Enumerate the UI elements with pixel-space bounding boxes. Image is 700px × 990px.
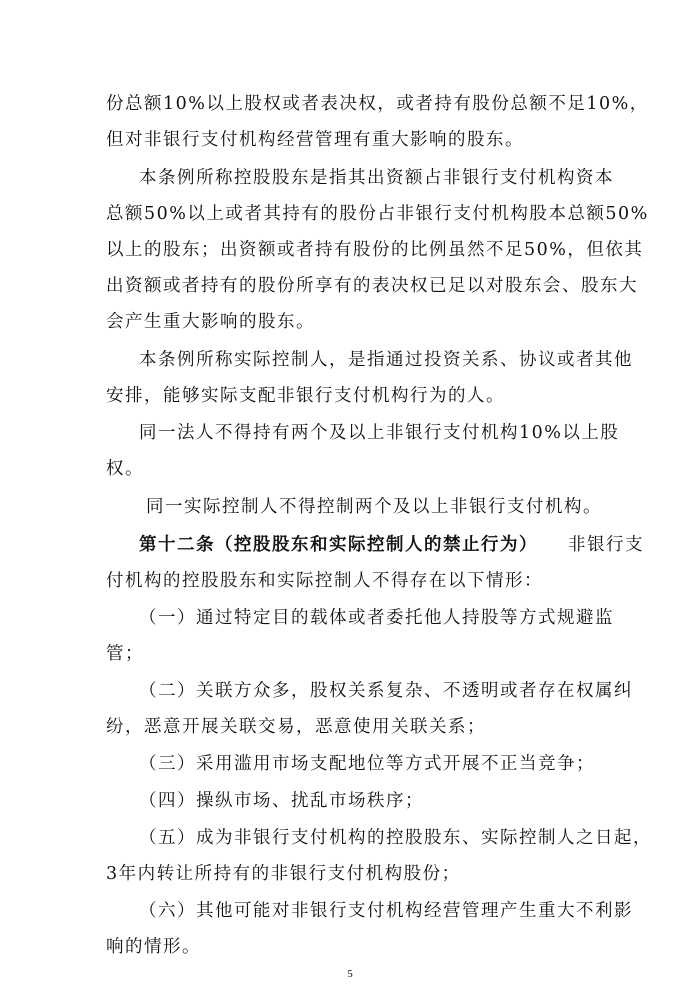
text-line: （五）成为非银行支付机构的控股股东、实际控制人之日起， (139, 828, 652, 848)
text-line: 非银行支 (568, 535, 644, 555)
text-line: 权。 (106, 459, 144, 479)
text-line: （三）采用滥用市场支配地位等方式开展不正当竞争； (139, 754, 595, 774)
text-line: 响的情形。 (106, 937, 201, 957)
article-heading-line (139, 527, 644, 563)
text-line: 会产生重大影响的股东。 (106, 312, 315, 332)
text-line: 出资额或者持有的股份所享有的表决权已足以对股东会、股东大 (106, 276, 638, 296)
text-line: 3年内转让所持有的非银行支付机构股份； (106, 864, 461, 884)
text-line: 总额50%以上或者其持有的股份占非银行支付机构股本总额50% (106, 204, 649, 224)
text-line: 同一实际控制人不得控制两个及以上非银行支付机构。 (146, 497, 602, 517)
text-line: 但对非银行支付机构经营管理有重大影响的股东。 (106, 130, 524, 150)
text-line: 纷，恶意开展关联交易，恶意使用关联关系； (106, 717, 486, 737)
text-line: 以上的股东；出资额或者持有股份的比例虽然不足50%，但依其 (106, 240, 644, 260)
text-line: 份总额10%以上股权或者表决权，或者持有股份总额不足10%， (106, 94, 649, 114)
text-line: 管； (106, 644, 144, 664)
text-line: 本条例所称控股股东是指其出资额占非银行支付机构资本 (139, 168, 614, 188)
text-line: 安排，能够实际支配非银行支付机构行为的人。 (106, 386, 505, 406)
text-line: （四）操纵市场、扰乱市场秩序； (139, 791, 424, 811)
text-line: （一）通过特定目的载体或者委托他人持股等方式规避监 (139, 608, 614, 628)
text-line: 同一法人不得持有两个及以上非银行支付机构10%以上股 (139, 423, 620, 443)
article-heading: 第十二条（控股股东和实际控制人的禁止行为） (139, 535, 538, 555)
page-number: 5 (347, 968, 353, 980)
text-line: 付机构的控股股东和实际控制人不得存在以下情形： (106, 571, 543, 591)
text-line: （六）其他可能对非银行支付机构经营管理产生重大不利影 (139, 901, 633, 921)
text-line: （二）关联方众多，股权关系复杂、不透明或者存在权属纠 (139, 681, 633, 701)
text-line: 本条例所称实际控制人，是指通过投资关系、协议或者其他 (139, 350, 633, 370)
